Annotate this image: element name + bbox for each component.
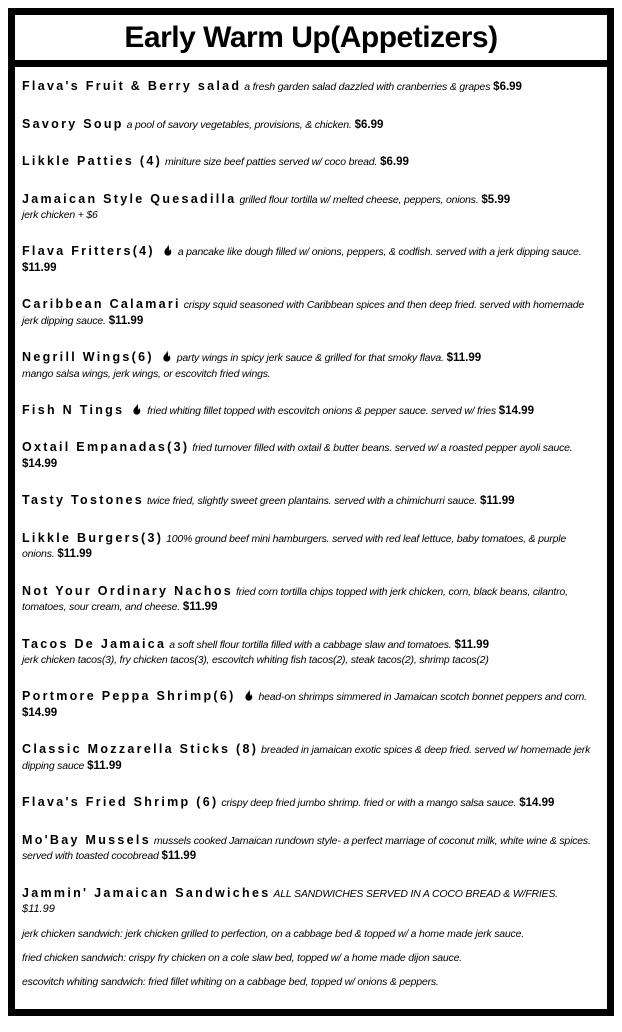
item-price: $11.99 — [454, 638, 489, 651]
item-description: a soft shell flour tortilla filled with a cabbage slaw and tomatoes. — [169, 638, 452, 651]
item-main-line — [22, 742, 600, 774]
menu-item — [22, 297, 600, 329]
item-name: Not Your Ordinary Nachos — [22, 583, 234, 598]
item-main-line — [22, 192, 600, 209]
item-price: $11.99 — [108, 314, 144, 327]
item-description: 100% ground beef mini hamburgers. served with red leaf lettuce, baby tomatoes, & purple onions. — [22, 532, 567, 560]
item-sub-line: jerk chicken sandwich: jerk chicken grilled to perfection, on a cabbage bed & topped w/ a home made jerk sauce. — [22, 927, 524, 940]
item-name: Oxtail Empanadas(3) — [22, 440, 190, 454]
item-price: $11.99 — [182, 601, 218, 613]
item-name: Fish N Tings — [22, 402, 125, 417]
item-description: breaded in jamaican exotic spices & deep fried. served w/ homemade jerk dipping sauce — [22, 744, 591, 772]
item-price: $11.99 — [22, 261, 57, 274]
page-title: Early Warm Up(Appetizers) — [124, 20, 498, 54]
flame-icon — [243, 689, 253, 702]
item-main-line — [22, 637, 600, 654]
menu-item — [22, 244, 600, 276]
menu-item — [22, 886, 600, 990]
item-price: $11.99 — [87, 759, 122, 772]
item-name: Savory Soup — [22, 116, 124, 131]
item-main-line — [22, 117, 600, 134]
menu-item — [22, 154, 600, 171]
menu-item — [22, 79, 600, 96]
item-description: twice fried, slightly sweet green plantains. served with a chimichurri sauce. — [146, 495, 478, 507]
item-price: $6.99 — [354, 118, 384, 131]
item-price: $11.99 — [57, 548, 92, 560]
menu-item — [22, 584, 600, 616]
item-price: $11.99 — [446, 352, 482, 364]
item-main-line — [22, 403, 600, 420]
item-description: mussels cooked Jamaican rundown style- a perfect marriage of coconut milk, white wine & spices. served with toasted cocobread — [22, 834, 591, 862]
item-main-line — [22, 584, 600, 616]
menu-item — [22, 117, 600, 134]
item-price: $14.99 — [519, 797, 555, 809]
item-name: Likkle Patties (4) — [22, 154, 163, 168]
item-name: Jammin' Jamaican Sandwiches — [22, 885, 271, 900]
item-main-line — [22, 154, 600, 171]
item-description: head-on shrimps simmered in Jamaican scotch bonnet peppers and corn. — [258, 691, 587, 703]
item-description: a pancake like dough filled w/ onions, peppers, & codfish. served with a jerk dipping sauce. — [177, 246, 582, 258]
item-description: miniture size beef patties served w/ coco bread. — [164, 156, 378, 168]
item-main-line — [22, 79, 600, 96]
item-note: jerk chicken tacos(3), fry chicken tacos(3), escovitch whiting fish tacos(2), steak tacos(2), shrimp tacos(2) — [22, 654, 489, 666]
item-price: $6.99 — [493, 81, 522, 93]
menu-item — [22, 742, 600, 774]
item-note: mango salsa wings, jerk wings, or escovitch fried wings. — [22, 367, 271, 380]
item-main-line — [22, 244, 600, 276]
item-name: Portmore Peppa Shrimp(6) — [22, 689, 236, 703]
menu-item — [22, 192, 600, 224]
item-name: Mo'Bay Mussels — [22, 832, 151, 847]
item-name: Jamaican Style Quesadilla — [22, 191, 237, 206]
flame-icon — [161, 350, 171, 363]
item-main-line — [22, 531, 600, 563]
item-main-line — [22, 886, 600, 903]
menu-item — [22, 637, 600, 669]
flame-icon — [131, 403, 141, 416]
item-name: Likkle Burgers(3) — [22, 530, 164, 545]
item-description: party wings in spicy jerk sauce & grilled for that smoky flava. — [176, 352, 444, 364]
menu-item — [22, 350, 600, 382]
item-sub-line: fried chicken sandwich: crispy fry chicken on a cole slaw bed, topped w/ a home made dijon sauce. — [22, 951, 462, 964]
item-description: a pool of savory vegetables, provisions, & chicken. — [126, 118, 352, 131]
item-main-line — [22, 833, 600, 865]
item-description: crispy squid seasoned with Caribbean spices and then deep fried. served with homemade jerk dipping sauce. — [22, 299, 585, 327]
item-name: Flava Fritters(4) — [22, 244, 155, 258]
item-name: Tasty Tostones — [22, 493, 145, 507]
menu-sheet — [8, 8, 614, 1016]
item-main-line — [22, 350, 600, 367]
menu-item — [22, 833, 600, 865]
menu-header — [15, 15, 607, 60]
item-sub-line: escovitch whiting sandwich: fried fillet whiting on a cabbage bed, topped w/ onions & peppers. — [22, 975, 439, 988]
item-name: Negrill Wings(6) — [22, 350, 154, 364]
item-note: jerk chicken + $6 — [22, 209, 98, 221]
menu-list — [15, 67, 607, 990]
item-description: fried corn tortilla chips topped with jerk chicken, corn, black beans, cilantro, tomatoes, sour cream, and cheese. — [22, 585, 568, 613]
item-price: $5.99 — [481, 193, 511, 206]
item-main-line — [22, 689, 600, 721]
item-price: $14.99 — [22, 706, 58, 719]
menu-item — [22, 531, 600, 563]
menu-item — [22, 440, 600, 472]
menu-item — [22, 689, 600, 721]
item-description: ALL SANDWICHES SERVED IN A COCO BREAD & W/FRIES. — [273, 887, 558, 900]
item-name: Caribbean Calamari — [22, 297, 181, 311]
item-name: Flava's Fruit & Berry salad — [22, 79, 242, 93]
flame-icon — [162, 244, 172, 257]
item-price: $6.99 — [380, 156, 409, 168]
item-main-line — [22, 440, 600, 472]
menu-item — [22, 795, 600, 812]
menu-item — [22, 493, 600, 510]
item-price: $11.99 — [479, 495, 515, 507]
title-divider — [15, 60, 607, 67]
item-description: crispy deep fried jumbo shrimp. fried or with a mango salsa sauce. — [221, 797, 517, 809]
item-main-line — [22, 795, 600, 812]
item-name: Flava's Fried Shrimp (6) — [22, 795, 219, 809]
item-price: $11.99 — [22, 903, 55, 915]
menu-item — [22, 403, 600, 420]
item-main-line — [22, 297, 600, 329]
item-main-line — [22, 493, 600, 510]
item-description: a fresh garden salad dazzled with cranberries & grapes — [244, 81, 491, 93]
item-description: fried turnover filled with oxtail & butter beans. served w/ a roasted pepper ayoli sauce. — [192, 442, 573, 454]
item-name: Tacos De Jamaica — [22, 636, 167, 651]
item-price: $14.99 — [22, 457, 58, 470]
item-price: $11.99 — [161, 850, 197, 862]
item-name: Classic Mozzarella Sticks (8) — [22, 742, 259, 756]
item-description: fried whiting fillet topped with escovitch onions & pepper sauce. served w/ fries — [147, 404, 496, 417]
item-price: $14.99 — [498, 404, 534, 417]
item-description: grilled flour tortilla w/ melted cheese, peppers, onions. — [239, 193, 479, 206]
